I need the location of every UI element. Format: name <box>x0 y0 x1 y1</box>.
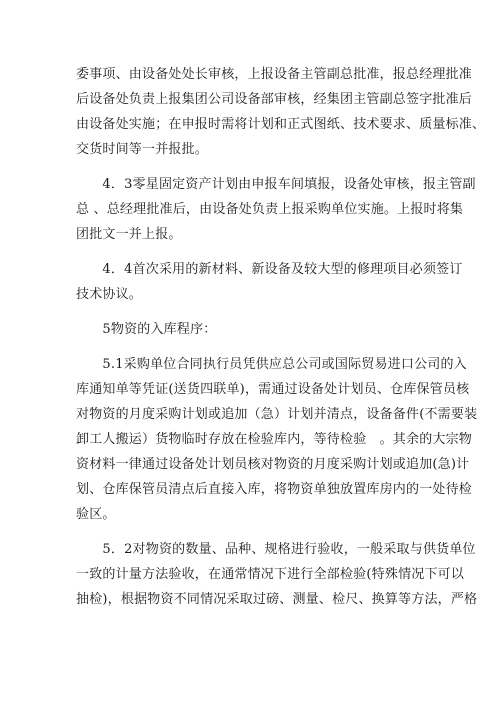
section-heading-5 <box>76 317 424 342</box>
paragraph-gap <box>76 307 424 317</box>
paragraph-5-2 <box>76 537 478 612</box>
text-line: 4．3零星固定资产计划由申报车间填报，设备处审核，报主管副 <box>76 177 476 192</box>
text-line: 技术协议。 <box>76 287 143 302</box>
paragraph-gap <box>76 342 424 352</box>
text-line: 交货时间等一并报批。 <box>76 142 209 157</box>
text-line: 对物资的月度采购计划或追加（急）计划并清点，设备备件(不需要装 <box>76 407 478 422</box>
paragraph-4-4 <box>76 257 463 307</box>
paragraph-approval-continued <box>76 62 486 162</box>
text-line: 资材料一律通过设备处计划员核对物资的月度采购计划或追加(急)计 <box>76 457 470 472</box>
paragraph-gap <box>76 162 424 172</box>
paragraph-gap <box>76 527 424 537</box>
text-line: 委事项、由设备处处长审核，上报设备主管副总批准，报总经理批准 <box>76 67 473 82</box>
text-line: 总 、总经理批准后，由设备处负责上报采购单位实施。上报时将集 <box>76 202 464 217</box>
text-line: 团批文一并上报。 <box>76 227 182 242</box>
paragraph-4-3 <box>76 172 476 247</box>
text-line: 库通知单等凭证(送货四联单)，需通过设备处计划员、仓库保管员核 <box>76 382 470 397</box>
paragraph-5-1 <box>76 352 478 527</box>
text-line: 卸工人搬运）货物临时存放在检验库内，等待检验 。其余的大宗物 <box>76 432 473 447</box>
paragraph-gap <box>76 247 424 257</box>
text-line: 划、仓库保管员清点后直接入库，将物资单独放置库房内的一处待检 <box>76 482 473 497</box>
text-line: 5．2对物资的数量、品种、规格进行验收，一般采取与供货单位 <box>76 542 476 557</box>
text-line: 4．4首次采用的新材料、新设备及较大型的修理项目必须签订 <box>76 262 463 277</box>
text-line: 后设备处负责上报集团公司设备部审核，经集团主管副总签字批准后 <box>76 92 473 107</box>
section-heading: 5物资的入库程序： <box>76 322 217 337</box>
text-line: 5.1采购单位合同执行员凭供应总公司或国际贸易进口公司的入 <box>76 357 467 372</box>
text-line: 抽检)，根据物资不同情况采取过磅、测量、检尺、换算等方法，严格 <box>76 592 478 607</box>
text-line: 验区。 <box>76 507 116 522</box>
text-line: 一致的计量方法验收，在通常情况下进行全部检验(特殊情况下可以 <box>76 567 465 582</box>
text-line: 由设备处实施；在申报时需将计划和正式图纸、技术要求、质量标准、 <box>76 117 486 132</box>
